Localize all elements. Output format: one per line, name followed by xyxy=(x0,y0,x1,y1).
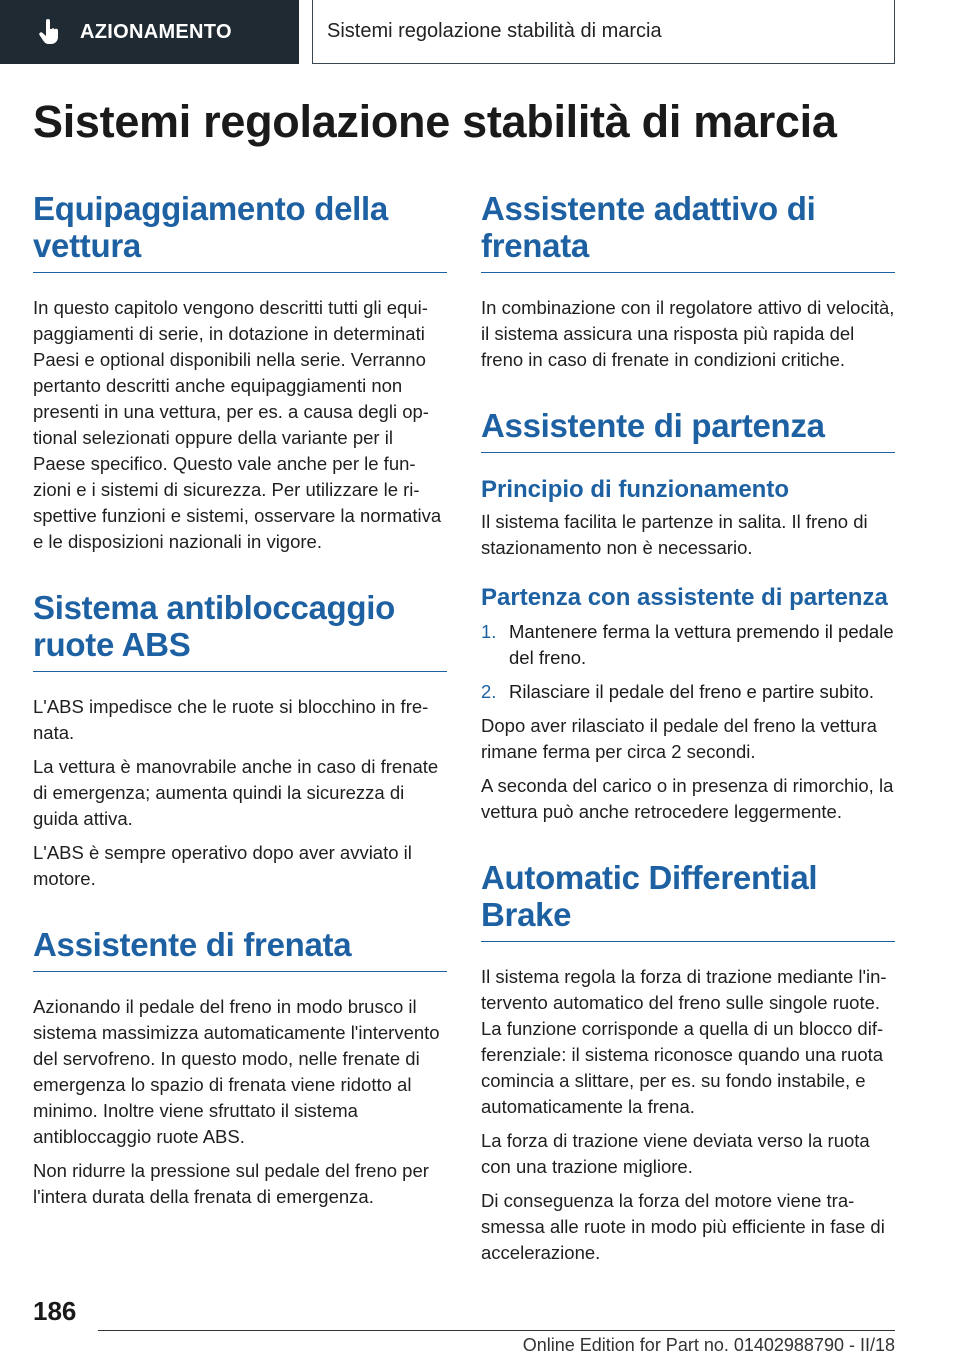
paragraph: In questo capitolo vengono descritti tutti gli equipaggiamenti di serie, in dotazione in determinati Paesi e optional disponibili nella serie. Verranno pertanto descritti anche equipaggiamenti non presenti in una vettura, per es. a causa degli optional selezionati oppure della variante per il Paese specifico. Questo vale anche per le funzioni e i sistemi di sicurezza. Per utilizzare le rispettive funzioni e sistemi, osservare la normativa e le disposizioni nazionali in vigore. xyxy=(33,297,442,552)
paragraph: A seconda del carico o in presenza di rimorchio, la vettura può anche retrocedere leggermente. xyxy=(481,775,894,822)
subheading-principle: Principio di funzionamento xyxy=(481,476,789,503)
paragraph: In combinazione con il regolatore attivo di velocità, il sistema assicura una risposta più rapida del freno in caso di frenate in condizioni critiche. xyxy=(481,297,895,370)
left-column xyxy=(33,190,447,1210)
step-text: Rilasciare il pedale del freno e partire subito. xyxy=(509,681,875,702)
section-heading-adaptive-brake: Assistente adattivo di frenata xyxy=(481,190,895,273)
paragraph: Non ridurre la pressione sul pedale del freno per l'intera durata della frenata di emergenza. xyxy=(33,1160,429,1207)
step-number: 1. xyxy=(481,621,497,642)
footer-divider xyxy=(98,1330,895,1331)
step-number: 2. xyxy=(481,681,497,702)
section-heading-adb: Automatic Differential Brake xyxy=(481,859,895,942)
list-item xyxy=(481,619,895,671)
edition-label: Online Edition for Part no. 01402988790 - II/18 xyxy=(522,1335,895,1355)
paragraph: Il sistema facilita le partenze in salita. Il freno di stazionamento non è necessario. xyxy=(481,511,868,558)
paragraph: L'ABS impedisce che le ruote si blocchino in frenata. xyxy=(33,696,429,743)
paragraph: Azionando il pedale del freno in modo brusco il sistema massimizza automaticamente l'intervento del servofreno. In questo modo, nelle frenate di emergenza lo spazio di frenata viene ridotto al minimo. Inoltre viene sfruttato il sistema antibloccaggio ruote ABS. xyxy=(33,996,440,1147)
paragraph: Il sistema regola la forza di trazione mediante l'intervento automatico del freno sulle singole ruote. La funzione corrisponde a quella di un blocco differenziale: il sistema riconosce quando una ruota comincia a slittare, per es. su fondo instabile, e automaticamente la frena. xyxy=(481,966,887,1117)
section-tab xyxy=(0,0,299,64)
chapter-header xyxy=(312,0,895,64)
paragraph: L'ABS è sempre operativo dopo aver avviato il motore. xyxy=(33,842,412,889)
subheading-start-with-assist: Partenza con assistente di partenza xyxy=(481,584,888,611)
step-text: Mantenere ferma la vettura premendo il pedale del freno. xyxy=(509,621,894,668)
paragraph: Di conseguenza la forza del motore viene trasmessa alle ruote in modo più efficiente in fase di accelerazione. xyxy=(481,1190,885,1263)
steps-list xyxy=(481,619,895,705)
section-heading-abs: Sistema antibloccaggio ruote ABS xyxy=(33,589,447,672)
paragraph: Dopo aver rilasciato il pedale del freno la vettura rimane ferma per circa 2 secondi. xyxy=(481,715,877,762)
section-heading-brake-assist: Assistente di frenata xyxy=(33,926,447,972)
list-item xyxy=(481,679,895,705)
paragraph: La forza di trazione viene deviata verso la ruota con una trazione migliore. xyxy=(481,1130,870,1177)
hand-pointer-icon xyxy=(38,19,62,45)
section-heading-equipment: Equipaggiamento della vettura xyxy=(33,190,447,273)
right-column xyxy=(481,190,895,1266)
section-tab-label: AZIONAMENTO xyxy=(80,20,232,43)
paragraph: La vettura è manovrabile anche in caso di frenate di emergenza; aumenta quindi la sicurezza di guida attiva. xyxy=(33,756,439,829)
page-title: Sistemi regolazione stabilità di marcia xyxy=(33,96,837,147)
chapter-title: Sistemi regolazione stabilità di marcia xyxy=(327,20,662,42)
page-number: 186 xyxy=(33,1296,77,1326)
section-heading-hill-start: Assistente di partenza xyxy=(481,407,895,453)
